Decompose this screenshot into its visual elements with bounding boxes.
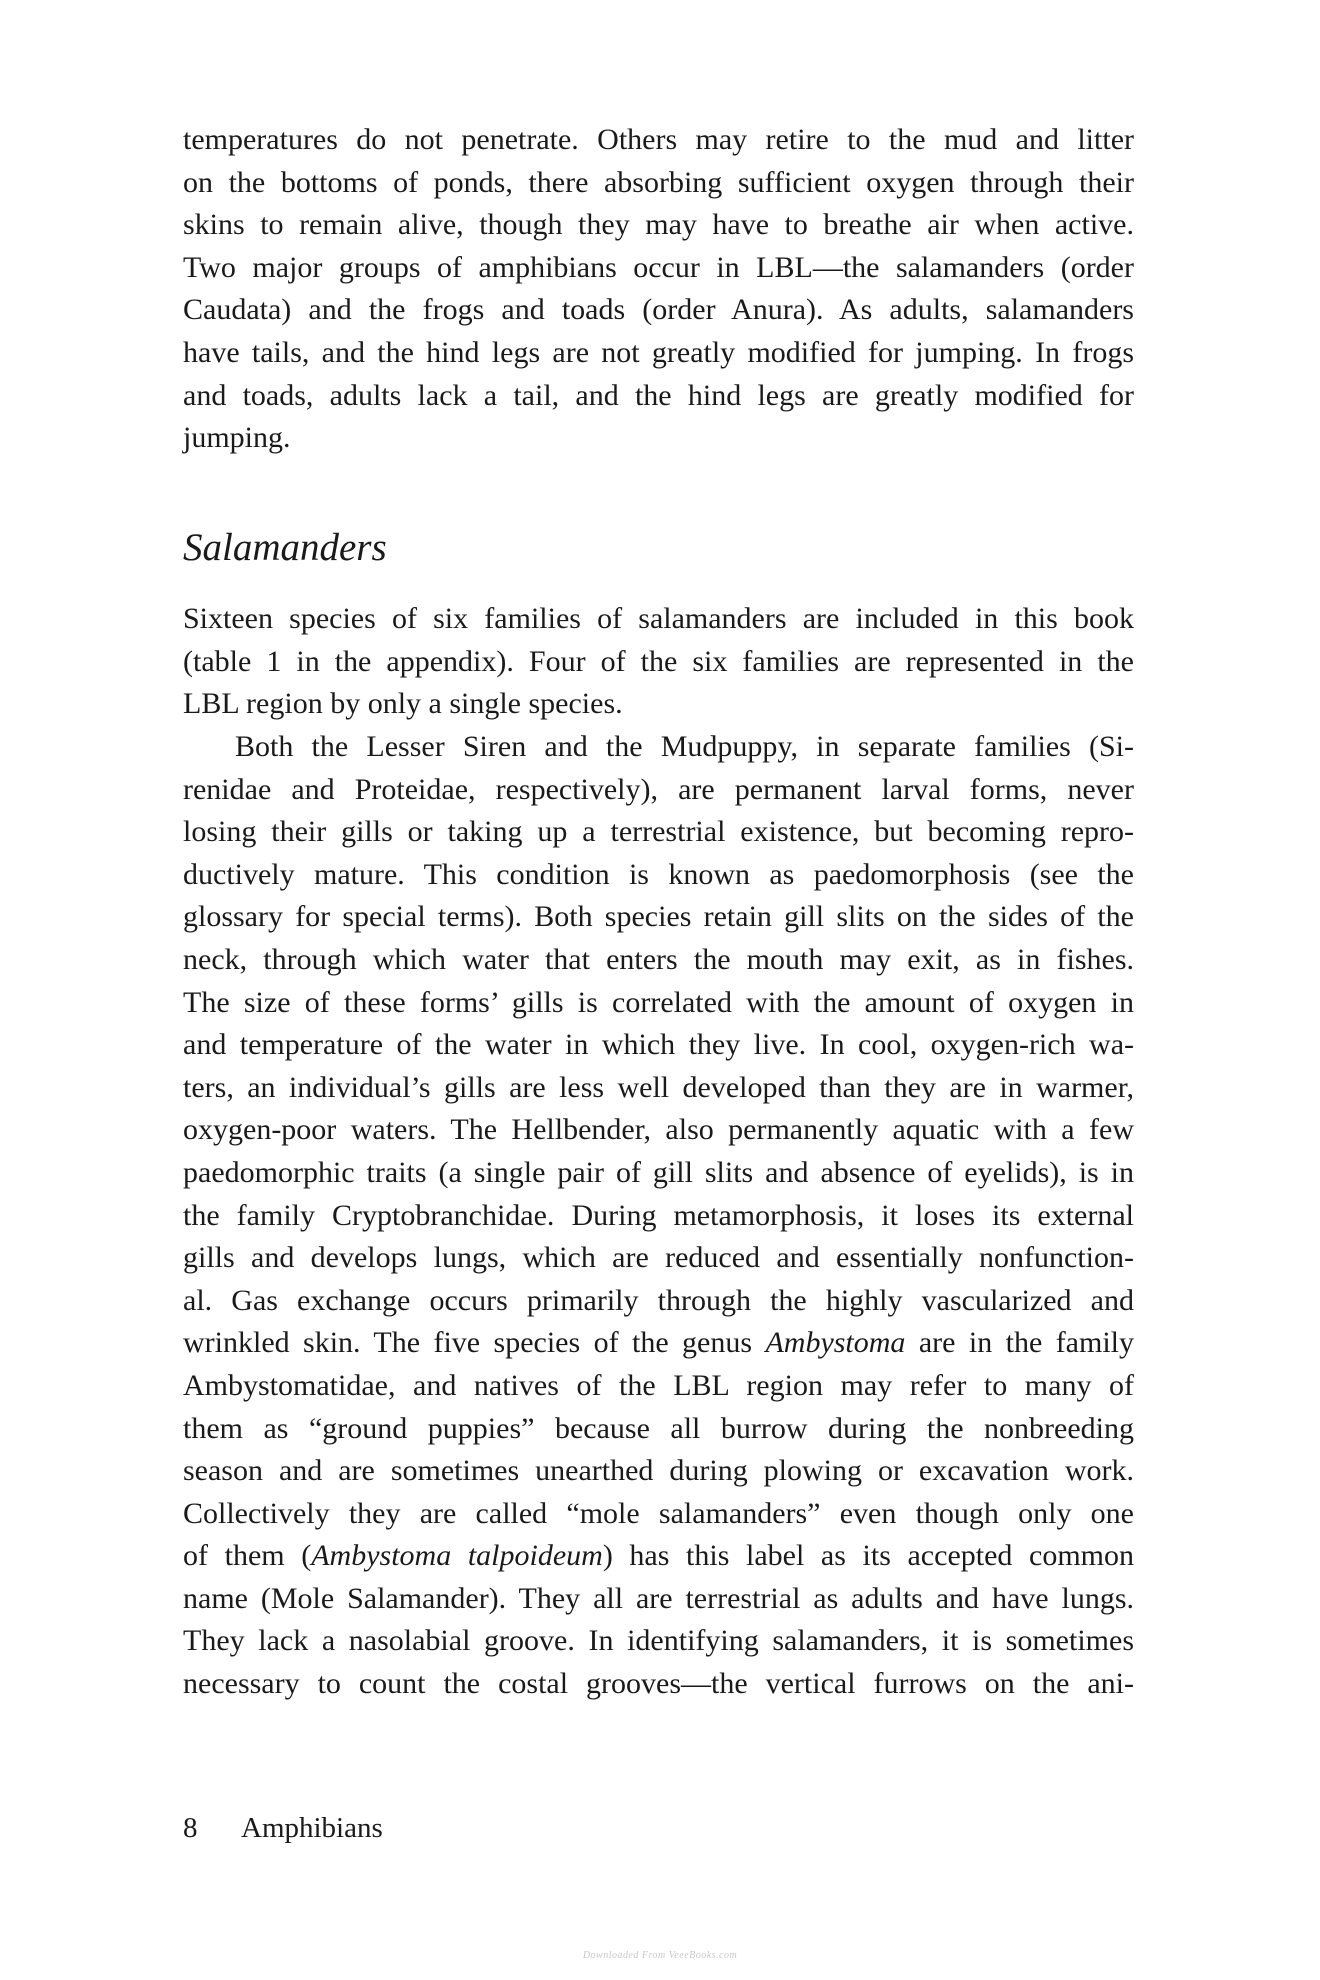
text-line: and temperature of the water in which they live. In cool, oxygen-rich wa- <box>183 1028 1134 1062</box>
text-line: Sixteen species of six families of salamanders are included in this book <box>183 602 1134 635</box>
text-line: jumping. <box>183 421 291 455</box>
text-run: wrinkled skin. The five species of the genus <box>183 1326 766 1360</box>
text-line-with-italic <box>183 1535 1134 1578</box>
text-line: Collectively they are called “mole salamanders” even though only one <box>183 1496 1134 1530</box>
text-line: oxygen-poor waters. The Hellbender, also permanently aquatic with a few <box>183 1113 1134 1147</box>
salamanders-paragraph-1 <box>183 598 1134 726</box>
download-watermark: Downloaded From VeeeBooks.com <box>582 1950 738 1961</box>
text-line: skins to remain alive, though they may have to breathe air when active. <box>183 208 1134 242</box>
text-line: them as “ground puppies” because all burrow during the nonbreeding <box>183 1411 1134 1445</box>
text-line: The size of these forms’ gills is correlated with the amount of oxygen in <box>183 985 1134 1019</box>
text-line: on the bottoms of ponds, there absorbing sufficient oxygen through their <box>183 165 1134 199</box>
text-run: of them ( <box>183 1539 312 1573</box>
text-line: neck, through which water that enters the mouth may exit, as in fishes. <box>183 942 1134 976</box>
section-heading: Salamanders <box>183 526 387 569</box>
text-line: Ambystomatidae, and natives of the LBL region may refer to many of <box>183 1368 1134 1402</box>
text-line: renidae and Proteidae, respectively), are permanent larval forms, never <box>183 772 1134 806</box>
text-line: have tails, and the hind legs are not greatly modified for jumping. In frogs <box>183 335 1134 369</box>
text-line: LBL region by only a single species. <box>183 687 623 721</box>
text-line: paedomorphic traits (a single pair of gill slits and absence of eyelids), is in <box>183 1155 1134 1189</box>
text-line: and toads, adults lack a tail, and the hind legs are greatly modified for <box>183 378 1134 412</box>
text-line: name (Mole Salamander). They all are terrestrial as adults and have lungs. <box>183 1581 1134 1615</box>
text-line: Caudata) and the frogs and toads (order Anura). As adults, salamanders <box>183 293 1134 327</box>
text-line: ters, an individual’s gills are less well developed than they are in warmer, <box>183 1070 1134 1104</box>
page-number: 8 <box>183 1812 198 1844</box>
species-name-italic: Ambystoma talpoideum <box>311 1539 603 1573</box>
text-line: season and are sometimes unearthed during plowing or excavation work. <box>183 1454 1134 1488</box>
text-line: (table 1 in the appendix). Four of the six families are represented in the <box>183 644 1134 678</box>
running-title: Amphibians <box>241 1812 383 1844</box>
text-line: necessary to count the costal grooves—the vertical furrows on the ani- <box>183 1667 1134 1701</box>
text-run: are in the family <box>905 1326 1135 1360</box>
text-line: al. Gas exchange occurs primarily through the highly vascularized and <box>183 1283 1134 1317</box>
text-line: Two major groups of amphibians occur in LBL—the salamanders (order <box>183 250 1134 284</box>
text-line: losing their gills or taking up a terrestrial existence, but becoming repro- <box>183 815 1134 849</box>
text-line: ductively mature. This condition is known as paedomorphosis (see the <box>183 857 1134 891</box>
text-line: gills and develops lungs, which are reduced and essentially nonfunction- <box>183 1241 1134 1275</box>
text-run: ) has this label as its accepted common <box>602 1539 1135 1573</box>
text-line: glossary for special terms). Both species retain gill slits on the sides of the <box>183 900 1134 934</box>
intro-paragraph <box>183 119 1134 460</box>
text-line: temperatures do not penetrate. Others may retire to the mud and litter <box>183 123 1134 156</box>
salamanders-paragraph-2 <box>183 726 1134 1706</box>
text-line-with-italic <box>183 1322 1134 1365</box>
text-line: They lack a nasolabial groove. In identifying salamanders, it is sometimes <box>183 1624 1134 1658</box>
text-line: Both the Lesser Siren and the Mudpuppy, in separate families (Si- <box>235 730 1134 763</box>
genus-name-italic: Ambystoma <box>765 1326 906 1360</box>
text-line: the family Cryptobranchidae. During metamorphosis, it loses its external <box>183 1198 1134 1232</box>
page-footer <box>183 1812 383 1845</box>
